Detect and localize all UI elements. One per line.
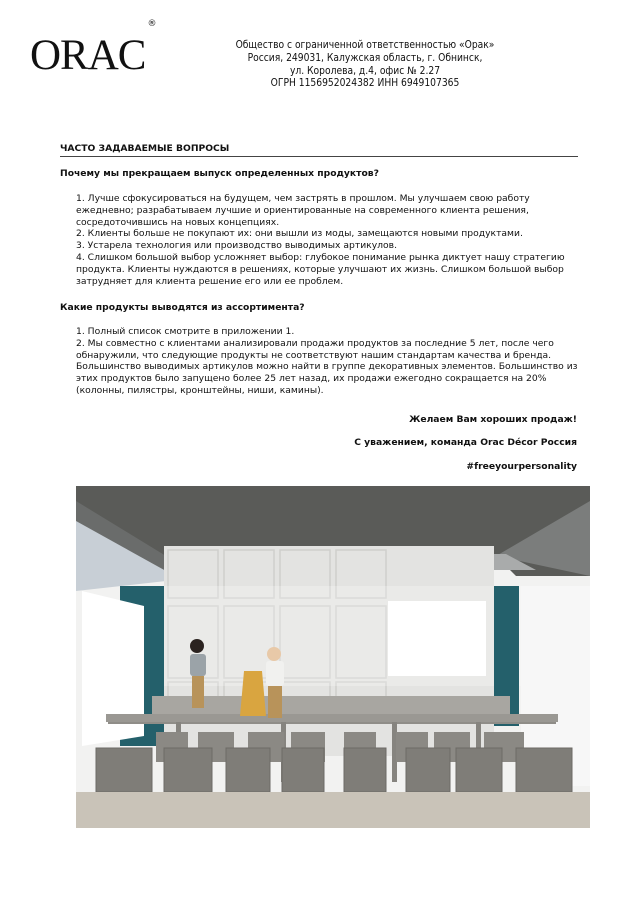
faq-answer-1 (76, 193, 586, 287)
answer-item: 3. Устарела технология или производство выводимых артикулов. (76, 240, 398, 252)
interior-photo (76, 486, 590, 828)
faq-question-2: Какие продукты выводятся из ассортимента? (60, 302, 305, 313)
closing-signature: С уважением, команда Orac Décor Россия (354, 437, 577, 448)
closing-wish: Желаем Вам хороших продаж! (409, 414, 577, 425)
orac-logo: ORAC® (30, 18, 156, 79)
answer-item: 2. Клиенты больше не покупают их: они вышли из моды, замещаются новыми продуктами. (76, 228, 523, 240)
closing-hashtag: #freeyourpersonality (466, 461, 577, 472)
faq-title: ЧАСТО ЗАДАВАЕМЫЕ ВОПРОСЫ (60, 143, 578, 157)
answer-item: 4. Слишком большой выбор усложняет выбор: глубокое понимание рынка диктует нашу стратегию продукта. Клиенты нуждаются в решениях, которые улучшают их жизнь. Слишком большой выбор затрудняет для клиента решение его или ее проблем. (76, 251, 565, 287)
company-registration: ОГРН 1156952024382 ИНН 6949107365 (270, 78, 460, 90)
interior-render-illustration (76, 486, 590, 828)
company-name: Общество с ограниченной ответственностью «Орак» (235, 40, 495, 51)
answer-item: 1. Полный список смотрите в приложении 1. (76, 326, 295, 337)
company-details (215, 40, 515, 91)
registered-mark: ® (147, 18, 156, 29)
faq-question-1: Почему мы прекращаем выпуск определенных продуктов? (60, 168, 379, 179)
answer-item: 1. Лучше сфокусироваться на будущем, чем застрять в прошлом. Мы улучшаем свою работу ежедневно; разрабатываем лучшие и ориентированные на современного клиента решения, сосредоточившись на новых концепциях. (76, 193, 530, 228)
faq-answer-2 (76, 326, 586, 397)
company-address-2: ул. Королева, д.4, офис № 2.27 (289, 65, 441, 77)
company-address-1: Россия, 249031, Калужская область, г. Обнинск, (247, 52, 483, 64)
answer-item: 2. Мы совместно с клиентами анализировали продажи продуктов за последние 5 лет, после чего обнаружили, что следующие продукты не соответствуют нашим стандартам качества и бренда. Большинство выводимых артикулов можно найти в группе декоративных элементов. Большинство из этих продуктов было запущено более 25 лет назад, их продажи ежегодно сокращается на 20% (колонны, пилястры, кронштейны, ниши, камины). (76, 337, 578, 396)
